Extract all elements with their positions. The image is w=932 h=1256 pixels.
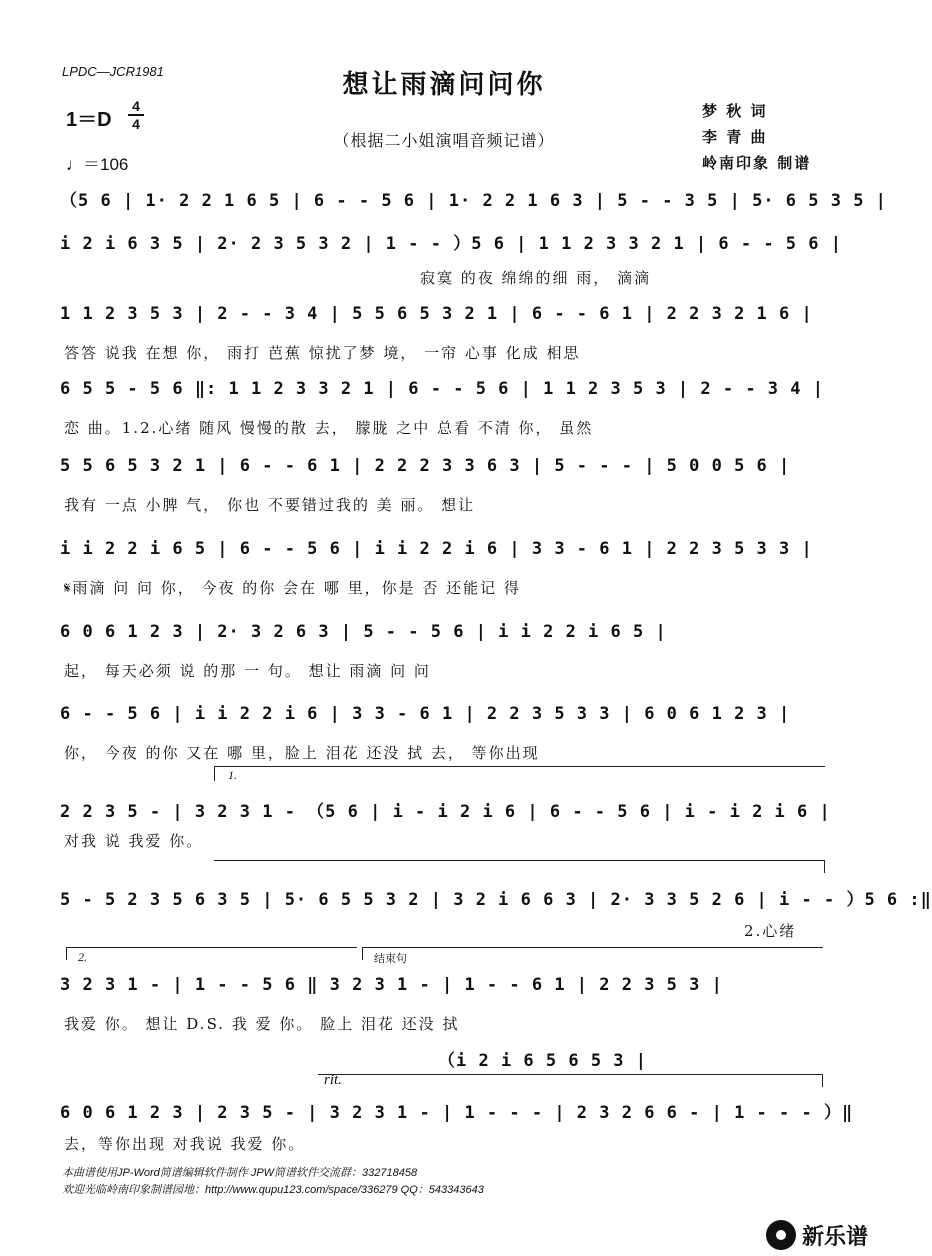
lyric-line-13: 去，等你出现 对我说 我爱 你。 xyxy=(64,1135,306,1153)
notation-line-4: 6 5 5 - 5 6 ‖: 1 1 2 3 3 2 1 | 6 - - 5 6 | 1 1 2 3 5 3 | 2 - - 3 4 | xyxy=(60,379,824,399)
lyric-line-5: 我有 一点 小脾 气， 你也 不要错过我的 美 丽。 想让 xyxy=(64,496,476,514)
volta-bracket-1-end xyxy=(214,860,825,873)
volta-2-label: 2. xyxy=(78,950,87,964)
ending-bracket xyxy=(362,947,823,960)
lyric-line-9: 对我 说 我爱 你。 xyxy=(64,832,204,850)
volta-bracket-1 xyxy=(214,766,825,781)
meter-bottom: 4 xyxy=(132,116,140,132)
notation-line-5: 5 5 6 5 3 2 1 | 6 - - 6 1 | 2 2 2 3 3 6 3 | 5 - - - | 5 0 0 5 6 | xyxy=(60,456,791,476)
arranger-credit: 岭南印象 制谱 xyxy=(702,154,812,172)
score-code: LPDC—JCR1981 xyxy=(62,64,164,79)
notation-line-7: 6 0 6 1 2 3 | 2· 3 2 6 3 | 5 - - 5 6 | i i 2 2 i 6 5 | xyxy=(60,622,667,642)
notation-line-3: 1 1 2 3 5 3 | 2 - - 3 4 | 5 5 6 5 3 2 1 | 6 - - 6 1 | 2 2 3 2 1 6 | xyxy=(60,304,813,324)
lyric-line-2: 寂寞 的夜 绵绵的细 雨， 滴滴 xyxy=(420,269,652,287)
song-subtitle: （根据二小姐演唱音频记谱） xyxy=(333,131,555,150)
lyricist-credit: 梦 秋 词 xyxy=(702,102,768,120)
brand-watermark xyxy=(766,1218,868,1252)
notation-line-1: （5 6 | 1· 2 2 1 6 5 | 6 - - 5 6 | 1· 2 2 1 6 3 | 5 - - 3 5 | 5· 6 5 3 5 | xyxy=(60,191,887,211)
lyric-line-8: 你， 今夜 的你 又在 哪 里，脸上 泪花 还没 拭 去， 等你出现 xyxy=(64,744,540,762)
notation-line-8: 6 - - 5 6 | i i 2 2 i 6 | 3 3 - 6 1 | 2 2 3 5 3 3 | 6 0 6 1 2 3 | xyxy=(60,704,791,724)
notation-line-9: 2 2 3 5 - | 3 2 3 1 - （5 6 | i - i 2 i 6 | 6 - - 5 6 | i - i 2 i 6 | xyxy=(60,802,831,822)
footer-line-2: 欢迎光临岭南印象制谱园地：http://www.qupu123.com/space/336279 QQ：543343643 xyxy=(62,1184,484,1196)
lyric-line-10: 2.心绪 xyxy=(744,922,797,940)
tempo-marking: ♩＝106 xyxy=(66,155,129,174)
brand-name: 新乐谱 xyxy=(802,1224,869,1250)
lyric-line-4: 恋 曲。1.2.心绪 随风 慢慢的散 去， 朦胧 之中 总看 不清 你， 虽然 xyxy=(64,419,594,437)
key-signature: 1＝D xyxy=(66,109,112,131)
notation-line-6: i i 2 2 i 6 5 | 6 - - 5 6 | i i 2 2 i 6 | 3 3 - 6 1 | 2 2 3 5 3 3 | xyxy=(60,539,813,559)
ending-label: 结束句 xyxy=(374,952,407,965)
time-signature xyxy=(128,99,144,131)
notation-line-11: 3 2 3 1 - | 1 - - 5 6 ‖ 3 2 3 1 - | 1 - - 6 1 | 2 2 3 5 3 | xyxy=(60,975,723,995)
meter-top: 4 xyxy=(132,98,140,114)
footer-line-1: 本曲谱使用JP-Word简谱编辑软件制作 JPW简谱软件交流群：332718458 xyxy=(62,1167,418,1179)
lyric-line-6: 𝄋雨滴 问 问 你， 今夜 的你 会在 哪 里，你是 否 还能记 得 xyxy=(64,579,521,597)
ritardando-mark: rit. xyxy=(324,1072,342,1088)
composer-credit: 李 青 曲 xyxy=(702,128,768,146)
lyric-line-11: 我爱 你。 想让 D.S. 我 爱 你。 脸上 泪花 还没 拭 xyxy=(64,1015,460,1033)
notation-line-13: 6 0 6 1 2 3 | 2 3 5 - | 3 2 3 1 - | 1 - - - | 2 3 2 6 6 - | 1 - - - ）‖ xyxy=(60,1103,854,1123)
song-title: 想让雨滴问问你 xyxy=(342,70,546,100)
vinyl-record-icon xyxy=(766,1220,796,1250)
volta-1-label: 1. xyxy=(228,768,237,782)
notation-line-10: 5 - 5 2 3 5 6 3 5 | 5· 6 5 5 3 2 | 3 2 i 6 6 3 | 2· 3 3 5 2 6 | i - - ）5 6 :‖ xyxy=(60,890,932,910)
volta-bracket-2 xyxy=(66,947,357,960)
rit-bracket xyxy=(318,1074,823,1087)
notation-line-2: i 2 i 6 3 5 | 2· 2 3 5 3 2 | 1 - - ）5 6 | 1 1 2 3 3 2 1 | 6 - - 5 6 | xyxy=(60,234,842,254)
lyric-line-3: 答答 说我 在想 你， 雨打 芭蕉 惊扰了梦 境， 一帘 心事 化成 相思 xyxy=(64,344,581,362)
lyric-line-7: 起， 每天必须 说 的那 一 句。 想让 雨滴 问 问 xyxy=(64,662,431,680)
notation-line-12: （i 2 i 6 5 6 5 3 | xyxy=(438,1051,647,1071)
